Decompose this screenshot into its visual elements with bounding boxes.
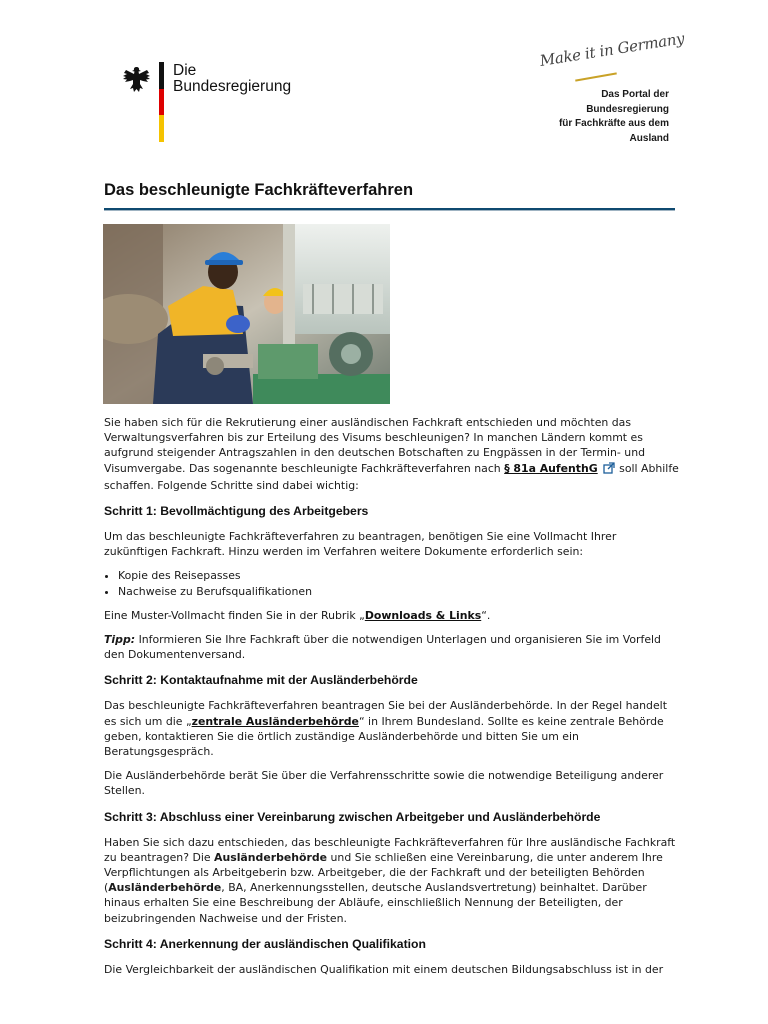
list-item: • Nachweise zu Berufsqualifikationen (118, 584, 682, 599)
intro-paragraph (104, 415, 682, 493)
zentrale-auslaenderbehoerde-link[interactable]: zentrale Ausländerbehörde (191, 714, 359, 728)
signature-underline (575, 72, 617, 81)
page-header (0, 0, 768, 170)
step4-heading: Schritt 4: Anerkennung der ausländischen Qualifikation (104, 936, 426, 951)
flag-stripe (159, 62, 164, 142)
step3-paragraph (104, 835, 682, 926)
tip-text: Informieren Sie Ihre Fachkraft über die notwendigen Unterlagen und organisieren Sie im Vorfeld den Dokumentenversand. (104, 633, 661, 662)
federal-eagle-icon (121, 64, 152, 96)
bundesregierung-logo[interactable] (173, 63, 291, 95)
step1-downloads-paragraph (104, 608, 682, 623)
intro-text-end: soll Abhilfe schaffen. Folgende Schritte sind dabei wichtig: (104, 461, 679, 492)
downloads-text: Eine Muster-Vollmacht finden Sie in der Rubrik „ (104, 608, 365, 622)
title-rule-shadow (104, 210, 675, 211)
article-body (104, 415, 682, 986)
bold-term: Ausländerbehörde (108, 881, 222, 895)
step2-paragraph (104, 698, 682, 759)
portal-line: Das Portal der (601, 89, 669, 100)
tip-label: Tipp: (104, 633, 136, 647)
logo-line-1: Die (173, 62, 197, 79)
step2-text: Das beschleunigte Fachkräfteverfahren beantragen Sie bei der Ausländerbehörde. In der Regel handelt es sich um die „ (104, 699, 667, 728)
step3-heading: Schritt 3: Abschluss einer Vereinbarung zwischen Arbeitgeber und Ausländerbehörde (104, 809, 601, 824)
step2-paragraph-2: Die Ausländerbehörde berät Sie über die Verfahrensschritte sowie die notwendige Beteiligung anderer Stellen. (104, 769, 664, 798)
step3-text: , BA, Anerkennungsstellen, deutsche Auslandsvertretung) beinhaltet. Darüber hinaus erhalten Sie eine Beschreibung der Abläufe, einschließlich Nennung der Beteiligten, der beizubringenden Nachweise und der Fristen. (104, 881, 647, 925)
tip-paragraph (104, 632, 682, 662)
document-list (104, 568, 682, 598)
step3-text: und Sie schließen eine Vereinbarung, die unter anderem Ihre Verpflichtungen als Arbeitgeberin bzw. Arbeitgeber, die der Fachkraft und der beteiligten Behörden ( (104, 850, 663, 895)
logo-line-2: Bundesregierung (173, 78, 292, 95)
aufenthg-link[interactable]: § 81a AufenthG (504, 461, 598, 475)
portal-line: für Fachkräfte aus dem (558, 118, 669, 130)
portal-line: Ausland (629, 132, 669, 144)
intro-text: Sie haben sich für die Rekrutierung einer ausländischen Fachkraft entschieden und möchten das Verwaltungsverfahren bis zur Erteilung des Visums beschleunigen? In manchen Ländern kommt es aufgrund steigender Antragszahlen in den deutschen Botschaften zu Engpässen in der Termin- und Visumvergabe. Das sogenannte beschleunigte Fachkräfteverfahren nach (104, 416, 646, 475)
step1-paragraph: Um das beschleunigte Fachkräfteverfahren zu beantragen, benötigen Sie eine Vollmacht Ihrer zukünftigen Fachkraft. Hinzu werden im Verfahren weitere Dokumente erforderlich sein: (104, 530, 617, 559)
external-link-icon[interactable] (603, 462, 615, 478)
downloads-text-end: “. (481, 608, 491, 622)
list-item: • Kopie des Reisepasses (118, 568, 682, 583)
hero-photo-workers (103, 224, 390, 404)
step1-heading: Schritt 1: Bevollmächtigung des Arbeitgebers (104, 504, 369, 519)
bold-term: Ausländerbehörde (214, 850, 328, 864)
step4-paragraph: Die Vergleichbarkeit der ausländischen Qualifikation mit einem deutschen Bildungsabschluss ist in der (104, 962, 664, 976)
step3-text: Haben Sie sich dazu entschieden, das beschleunigte Fachkräfteverfahren für Ihre ausländische Fachkraft zu beantragen? Die (104, 835, 676, 864)
portal-line: Bundesregierung (586, 103, 669, 115)
step2-text-end: “ in Ihrem Bundesland. Sollte es keine zentrale Behörde geben, kontaktieren Sie die örtlich zuständige Ausländerbehörde und bitten Sie um ein Beratungsgespräch. (104, 714, 664, 759)
page-title: Das beschleunigte Fachkräfteverfahren (104, 181, 414, 199)
step2-heading: Schritt 2: Kontaktaufnahme mit der Ausländerbehörde (104, 673, 418, 688)
portal-tagline (559, 88, 669, 146)
make-it-in-germany-signature[interactable]: Make it in Germany (538, 29, 686, 70)
downloads-links-link[interactable]: Downloads & Links (364, 608, 482, 622)
